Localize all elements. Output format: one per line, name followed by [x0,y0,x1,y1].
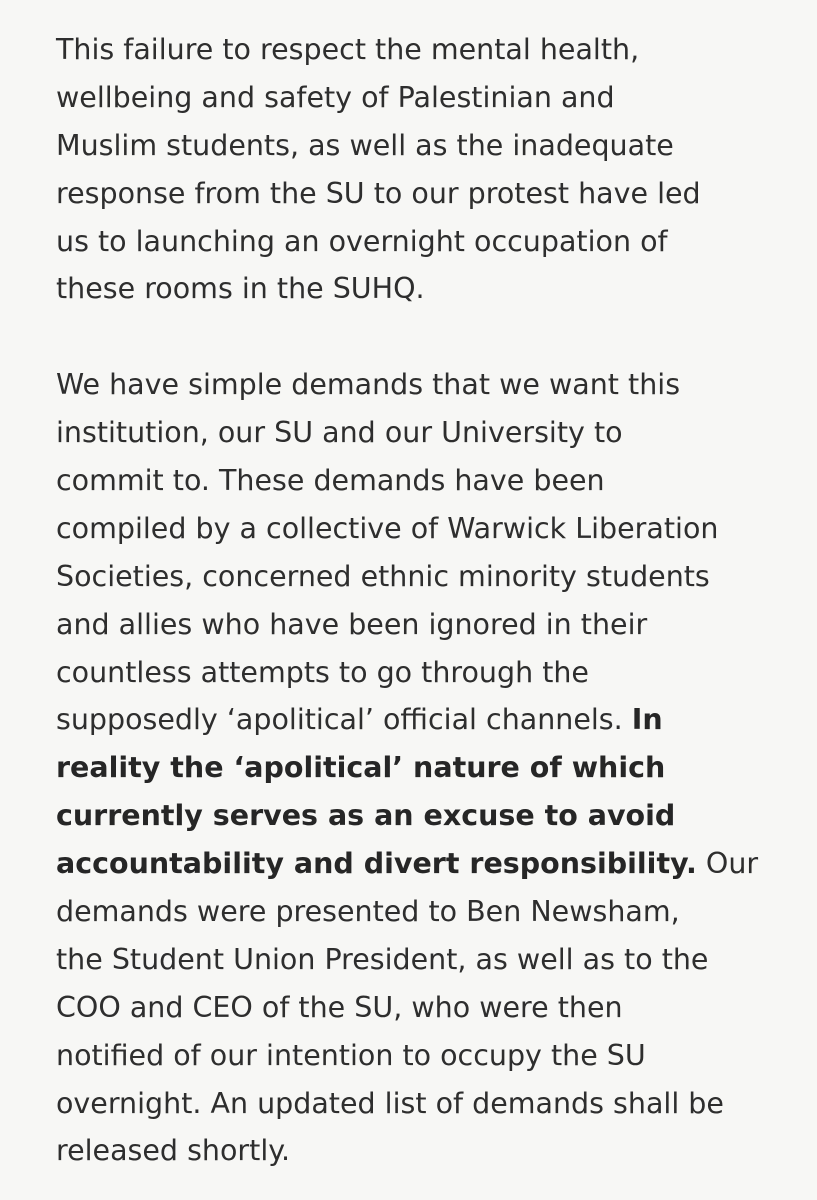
text-line: us to launching an overnight occupation of [56,224,668,258]
text-line: Societies, concerned ethnic minority students [56,559,710,593]
text-line: countless attempts to go through the [56,655,589,689]
text-line: COO and CEO of the SU, who were then [56,990,623,1024]
text-line: Muslim students, as well as the inadequate [56,128,674,162]
normal-text: Our [696,847,759,881]
text-line: released shortly. [56,1134,291,1168]
text-line: wellbeing and safety of Palestinian and [56,80,615,114]
text-line: response from the SU to our protest have led [56,176,701,210]
bold-text: accountability and divert responsibility. [56,847,697,881]
text-line: institution, our SU and our University to [56,416,623,450]
text-line: the Student Union President, as well as to the [56,942,709,976]
text-line: overnight. An updated list of demands shall be [56,1086,724,1120]
text-line-mixed [56,840,777,888]
text-line: commit to. These demands have been [56,464,605,498]
text-line: We have simple demands that we want this [56,368,681,402]
bold-text-line: currently serves as an excuse to avoid [56,799,676,833]
text-line: This failure to respect the mental health, [56,33,640,66]
paragraph-demands [56,361,777,1175]
text-line: compiled by a collective of Warwick Liberation [56,511,719,545]
text-line: demands were presented to Ben Newsham, [56,895,680,929]
text-line-mixed [56,696,777,744]
bold-text: In [631,703,663,737]
bold-text-line: reality the ‘apolitical’ nature of which [56,751,666,785]
normal-text: supposedly ‘apolitical’ official channels. [56,703,632,737]
text-line: these rooms in the SUHQ. [56,272,425,306]
paragraph-occupation [56,26,777,313]
text-line: and allies who have been ignored in their [56,607,648,641]
text-line: notified of our intention to occupy the SU [56,1038,646,1072]
paragraph-spacer [56,313,777,361]
